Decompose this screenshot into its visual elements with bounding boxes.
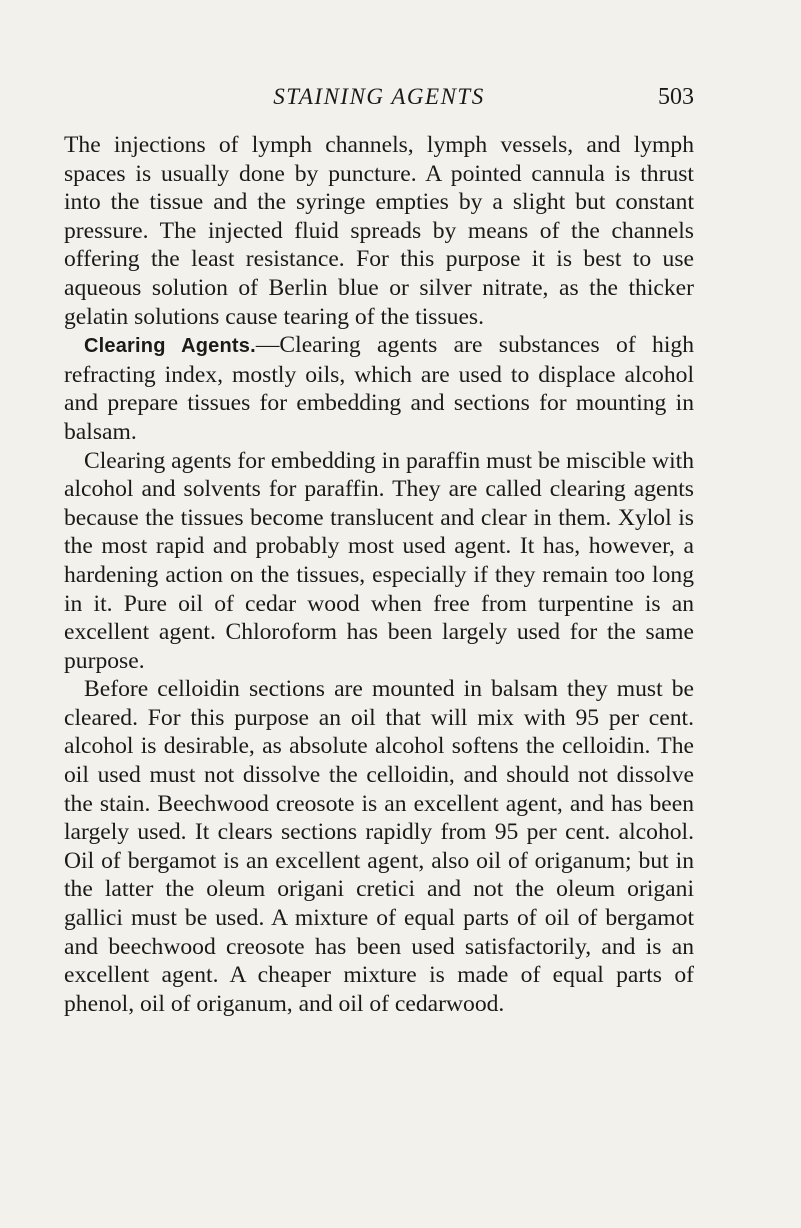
running-head: [64, 84, 694, 118]
clearing-agents-definition: —Clearing agents are substances of high refracting index, mostly oils, which are used to displace alcohol and prepare tissues for embedding and sections for mounting in balsam.: [64, 332, 694, 445]
body-text: [64, 131, 694, 1018]
page-number: 503: [658, 84, 694, 110]
paragraph-lymph-injection: The injections of lymph channels, lymph vessels, and lymph spaces is usually done by puncture. A pointed cannula is thrust into the tissue and the syringe empties by a slight but constant pressure. The injected fluid spreads by means of the channels offering the least resistance. For this purpose it is best to use aqueous solution of Berlin blue or silver nitrate, as the thicker gelatin solutions cause tearing of the tissues.: [64, 132, 694, 330]
section-heading-clearing-agents: Clearing Agents.: [84, 335, 256, 358]
paragraph-clearing-agents: [64, 331, 694, 446]
paragraph-celloidin-clearing: Before celloidin sections are mounted in balsam they must be cleared. For this purpose an oil that will mix with 95 per cent. alcohol is desirable, as absolute alcohol softens the celloidin. The oil used must not dissolve the celloidin, and should not dissolve the stain. Beechwood creosote is an excellent agent, and has been largely used. It clears sections rapidly from 95 per cent. alcohol. Oil of bergamot is an excellent agent, also oil of origanum; but in the latter the oleum origani cretici and not the oleum origani gallici must be used. A mixture of equal parts of oil of bergamot and beechwood creosote has been used satisfactorily, and is an excellent agent. A cheaper mixture is made of equal parts of phenol, oil of origanum, and oil of cedarwood.: [64, 676, 694, 1017]
running-title: STAINING AGENTS: [273, 84, 485, 109]
paragraph-paraffin-clearing: Clearing agents for embedding in paraffin must be miscible with alcohol and solvents for paraffin. They are called clearing agents because the tissues become translucent and clear in them. Xylol is the most rapid and probably most used agent. It has, however, a hardening action on the tissues, especially if they remain too long in it. Pure oil of cedar wood when free from turpentine is an excellent agent. Chloroform has been largely used for the same purpose.: [64, 447, 694, 674]
